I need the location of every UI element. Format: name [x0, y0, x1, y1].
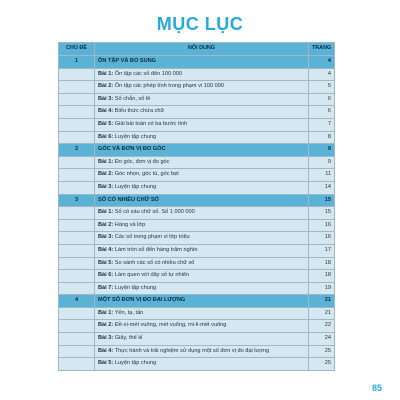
- lesson-title: Các số trong phạm vi lớp triệu: [114, 234, 190, 241]
- page-number-cell: 8: [309, 131, 335, 144]
- chapter-number-cell: [59, 282, 95, 295]
- page-number-cell: 5: [309, 81, 335, 94]
- page-number-cell: 6: [309, 93, 335, 106]
- lesson-title-cell: [95, 106, 309, 119]
- lesson-title-cell: [95, 270, 309, 283]
- lesson-label: Bài 3:: [98, 183, 114, 190]
- lesson-label: Bài 7:: [98, 284, 114, 291]
- chapter-number-cell: [59, 93, 95, 106]
- page-title: MỤC LỤC: [156, 14, 244, 34]
- page-number-cell: 24: [309, 333, 335, 346]
- chapter-number-cell: 2: [59, 144, 95, 157]
- chapter-title-cell: SỐ CÓ NHIỀU CHỮ SỐ: [95, 194, 309, 207]
- chapter-title-cell: ÔN TẬP VÀ BỔ SUNG: [95, 56, 309, 69]
- chapter-number-cell: [59, 81, 95, 94]
- lesson-title-cell: [95, 169, 309, 182]
- lesson-row: [59, 207, 335, 220]
- chapter-number-cell: [59, 106, 95, 119]
- lesson-title: Giây, thế kỉ: [114, 335, 143, 342]
- chapter-number-cell: [59, 207, 95, 220]
- chapter-number-cell: [59, 219, 95, 232]
- lesson-title-cell: [95, 244, 309, 257]
- chapter-number-cell: [59, 169, 95, 182]
- toc-table: [58, 42, 335, 371]
- chapter-number-cell: [59, 320, 95, 333]
- lesson-label: Bài 4:: [98, 347, 114, 354]
- page-number-cell: 17: [309, 244, 335, 257]
- lesson-title: Biểu thức chứa chữ: [114, 108, 165, 115]
- page-number-cell: 22: [309, 320, 335, 333]
- chapter-number-cell: [59, 232, 95, 245]
- lesson-label: Bài 2:: [98, 171, 114, 178]
- lesson-title-cell: [95, 118, 309, 131]
- header-chapter: CHỦ ĐỀ: [59, 43, 95, 56]
- lesson-title-cell: [95, 282, 309, 295]
- header-content: NỘI DUNG: [95, 43, 309, 56]
- lesson-title: Luyện tập chung: [114, 284, 157, 291]
- lesson-label: Bài 2:: [98, 221, 114, 228]
- table-header-row: [59, 43, 335, 56]
- lesson-title: Đo góc, đơn vị đo góc: [114, 158, 170, 165]
- chapter-number-cell: [59, 257, 95, 270]
- lesson-label: Bài 4:: [98, 246, 114, 253]
- chapter-number-cell: 4: [59, 295, 95, 308]
- page-number-cell: 4: [309, 68, 335, 81]
- lesson-label: Bài 4:: [98, 108, 114, 115]
- lesson-row: [59, 282, 335, 295]
- lesson-title: Hàng và lớp: [114, 221, 146, 228]
- lesson-title: Đề-xi-mét vuông, mét vuông, mi-li-mét vuông: [114, 322, 227, 329]
- chapter-title-cell: MỘT SỐ ĐƠN VỊ ĐO ĐẠI LƯỢNG: [95, 295, 309, 308]
- chapter-number-cell: [59, 358, 95, 371]
- lesson-title-cell: [95, 68, 309, 81]
- page-number-cell: 9: [309, 156, 335, 169]
- page-number-cell: 6: [309, 106, 335, 119]
- lesson-title-cell: [95, 131, 309, 144]
- lesson-title-cell: [95, 345, 309, 358]
- page-number-cell: 4: [309, 56, 335, 69]
- lesson-label: Bài 1:: [98, 209, 114, 216]
- chapter-number-cell: [59, 156, 95, 169]
- lesson-row: [59, 333, 335, 346]
- chapter-number-cell: [59, 244, 95, 257]
- lesson-label: Bài 3:: [98, 234, 114, 241]
- lesson-title: Số chẵn, số lẻ: [114, 95, 151, 102]
- page-number-cell: 11: [309, 169, 335, 182]
- chapter-row: [59, 144, 335, 157]
- lesson-label: Bài 2:: [98, 83, 114, 90]
- chapter-number-cell: [59, 131, 95, 144]
- lesson-row: [59, 156, 335, 169]
- lesson-label: Bài 3:: [98, 95, 114, 102]
- lesson-label: Bài 5:: [98, 360, 114, 367]
- page-number-cell: 15: [309, 194, 335, 207]
- chapter-number-cell: [59, 307, 95, 320]
- page-number-cell: 21: [309, 295, 335, 308]
- page-number-cell: 18: [309, 257, 335, 270]
- page-number-cell: 19: [309, 282, 335, 295]
- lesson-title: Luyện tập chung: [114, 183, 157, 190]
- lesson-title-cell: [95, 181, 309, 194]
- page-number-cell: 25: [309, 345, 335, 358]
- lesson-row: [59, 232, 335, 245]
- page-number-cell: 7: [309, 118, 335, 131]
- lesson-label: Bài 5:: [98, 120, 114, 127]
- header-page: TRANG: [309, 43, 335, 56]
- chapter-number-cell: [59, 270, 95, 283]
- lesson-row: [59, 307, 335, 320]
- lesson-title: Ôn tập các số đến 100 000: [114, 70, 182, 77]
- lesson-title: Số có sáu chữ số. Số 1 000 000: [114, 209, 195, 216]
- page-number-cell: 15: [309, 207, 335, 220]
- lesson-row: [59, 219, 335, 232]
- lesson-row: [59, 106, 335, 119]
- page-number-cell: 9: [309, 144, 335, 157]
- chapter-number-cell: 3: [59, 194, 95, 207]
- lesson-title-cell: [95, 93, 309, 106]
- lesson-title: Yến, tạ, tấn: [114, 309, 144, 316]
- lesson-title-cell: [95, 219, 309, 232]
- lesson-title-cell: [95, 207, 309, 220]
- lesson-title: Giải bài toán có ba bước tính: [114, 120, 188, 127]
- lesson-row: [59, 181, 335, 194]
- chapter-number-cell: [59, 333, 95, 346]
- lesson-title: Làm tròn số đến hàng trăm nghìn: [114, 246, 198, 253]
- lesson-label: Bài 3:: [98, 335, 114, 342]
- lesson-title-cell: [95, 333, 309, 346]
- lesson-row: [59, 68, 335, 81]
- chapter-row: [59, 194, 335, 207]
- lesson-title-cell: [95, 257, 309, 270]
- lesson-row: [59, 257, 335, 270]
- lesson-label: Bài 6:: [98, 133, 114, 140]
- lesson-title-cell: [95, 307, 309, 320]
- lesson-label: Bài 1:: [98, 309, 114, 316]
- lesson-row: [59, 131, 335, 144]
- toc-body: [59, 56, 335, 371]
- page-number-cell: 18: [309, 270, 335, 283]
- lesson-label: Bài 6:: [98, 272, 114, 279]
- lesson-title: Thực hành và trải nghiệm sử dụng một số đơn vị đo đại lượng: [114, 347, 270, 354]
- lesson-title: Ôn tập các phép tính trong phạm vi 100 000: [114, 83, 224, 90]
- lesson-label: Bài 1:: [98, 158, 114, 165]
- chapter-number-cell: 1: [59, 56, 95, 69]
- lesson-title-cell: [95, 320, 309, 333]
- lesson-row: [59, 345, 335, 358]
- lesson-title: Luyện tập chung: [114, 360, 157, 367]
- lesson-row: [59, 358, 335, 371]
- lesson-row: [59, 320, 335, 333]
- page-number-cell: 25: [309, 358, 335, 371]
- lesson-title: Góc nhọn, góc tù, góc bẹt: [114, 171, 179, 178]
- lesson-label: Bài 1:: [98, 70, 114, 77]
- lesson-title: Luyện tập chung: [114, 133, 157, 140]
- page-number-cell: 21: [309, 307, 335, 320]
- chapter-number-cell: [59, 68, 95, 81]
- lesson-label: Bài 5:: [98, 259, 114, 266]
- lesson-row: [59, 118, 335, 131]
- lesson-row: [59, 244, 335, 257]
- chapter-row: [59, 56, 335, 69]
- page-number: 85: [372, 383, 383, 393]
- lesson-row: [59, 93, 335, 106]
- chapter-number-cell: [59, 118, 95, 131]
- lesson-title-cell: [95, 358, 309, 371]
- chapter-title-cell: GÓC VÀ ĐƠN VỊ ĐO GÓC: [95, 144, 309, 157]
- lesson-title: So sánh các số có nhiều chữ số: [114, 259, 195, 266]
- lesson-title-cell: [95, 232, 309, 245]
- page-number-cell: 16: [309, 219, 335, 232]
- lesson-title: Làm quen với dãy số tự nhiên: [114, 272, 190, 279]
- lesson-label: Bài 2:: [98, 322, 114, 329]
- lesson-row: [59, 270, 335, 283]
- lesson-row: [59, 169, 335, 182]
- chapter-number-cell: [59, 181, 95, 194]
- lesson-title-cell: [95, 81, 309, 94]
- lesson-row: [59, 81, 335, 94]
- page-number-cell: 14: [309, 181, 335, 194]
- chapter-row: [59, 295, 335, 308]
- lesson-title-cell: [95, 156, 309, 169]
- page-number-cell: 16: [309, 232, 335, 245]
- chapter-number-cell: [59, 345, 95, 358]
